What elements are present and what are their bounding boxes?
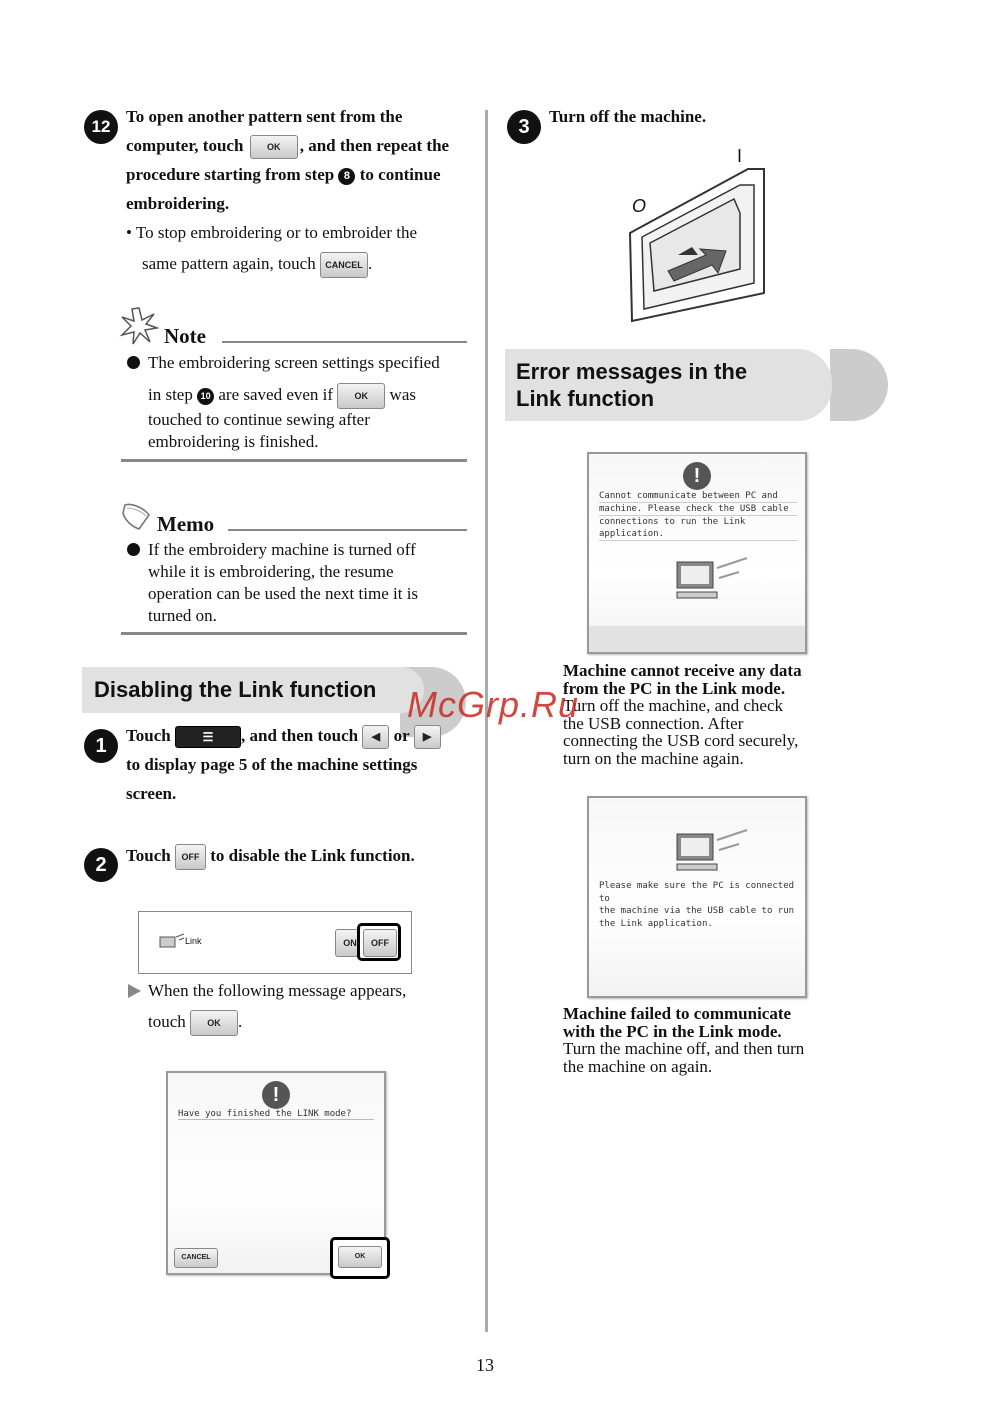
cancel-button-inline[interactable]: CANCEL [320, 252, 368, 278]
step-12-line1: To open another pattern sent from the [126, 107, 403, 126]
dialog-ok-button[interactable]: OK [338, 1246, 382, 1268]
result-arrow-icon [128, 984, 141, 998]
note-title-rule [222, 341, 467, 343]
next-page-button[interactable]: ▶ [414, 725, 441, 749]
memo-title-rule [228, 529, 467, 531]
errors-header-shadow [830, 349, 888, 421]
disabling-header: Disabling the Link function [82, 667, 424, 713]
step-1-number: 1 [84, 729, 118, 763]
step-2-number: 2 [84, 848, 118, 882]
dialog-cancel-button[interactable]: CANCEL [174, 1248, 218, 1268]
step-12-line3: procedure starting from step 8 to continue [126, 165, 441, 184]
power-switch-illustration [628, 163, 768, 323]
step-ref-10: 10 [197, 388, 214, 405]
off-button-inline[interactable]: OFF [175, 844, 206, 870]
link-label: Link [185, 936, 202, 946]
prev-page-button[interactable]: ◀ [362, 725, 389, 749]
errors-header: Error messages in the Link function [505, 349, 832, 421]
finish-link-dialog [166, 1071, 386, 1275]
memo-icon [119, 501, 153, 533]
error1-footer-bar [589, 626, 805, 652]
step-2-text: Touch OFF to disable the Link function. [126, 841, 476, 870]
pc-link-icon [675, 826, 751, 874]
note-icon [119, 306, 159, 346]
warning-icon: ! [683, 462, 711, 490]
step-ref-8: 8 [338, 168, 355, 185]
warning-icon: ! [262, 1081, 290, 1109]
pc-link-icon [159, 932, 185, 950]
settings-menu-button[interactable]: ☰ [175, 726, 241, 748]
note-title: Note [164, 324, 206, 348]
error2-screen-text: Please make sure the PC is connected to the machine via the USB cable to run the Link application. [599, 881, 795, 929]
note-text: The embroidering screen settings specified in step 10 are saved even if OK was touched to continue sewing after embroidering is finished. [148, 353, 440, 451]
note-divider [121, 459, 467, 462]
step-12-text [126, 102, 476, 218]
watermark: McGrp.Ru [407, 684, 580, 725]
step-12-number: 12 [84, 110, 118, 144]
ok-button-inline[interactable]: OK [190, 1010, 238, 1036]
link-off-button[interactable]: OFF [363, 929, 397, 957]
step-1-text: Touch ☰ , and then touch ◀ or ▶ to display page 5 of the machine settings screen. [126, 721, 476, 808]
switch-on-symbol: I [737, 146, 743, 166]
step-3-text: Turn off the machine. [549, 107, 707, 126]
error1-screen-text: Cannot communicate between PC and machine. Please check the USB cable connections to run the Link application. [599, 490, 797, 541]
switch-off-symbol: O [632, 196, 647, 216]
note-bullet [127, 356, 140, 369]
step-12-bullet: • To stop embroidering or to embroider the same pattern again, touch CANCEL . [126, 222, 476, 278]
ok-button-inline[interactable]: OK [250, 135, 298, 159]
memo-text: If the embroidery machine is turned off while it is embroidering, the resume operation can be used the next time it is turned on. [148, 540, 419, 625]
memo-divider [121, 632, 467, 635]
dialog-message: Have you finished the LINK mode? [178, 1109, 374, 1120]
error1-screen [587, 452, 807, 654]
pc-link-icon [675, 554, 751, 602]
error1-description: Machine cannot receive any data from the PC in the Link mode. Turn off the machine, and check the USB connection. After connecting the USB cord securely, turn on the machine again. [563, 661, 802, 768]
step-3-number: 3 [507, 110, 541, 144]
memo-bullet [127, 543, 140, 556]
error2-description: Machine failed to communicate with the PC in the Link mode. Turn the machine off, and then turn the machine on again. [563, 1004, 805, 1076]
link-on-button[interactable]: ON [335, 929, 365, 957]
step-12-line2: computer, touch OK , and then repeat the [126, 131, 476, 160]
memo-title: Memo [157, 512, 215, 536]
result-text: When the following message appears, touch OK . [148, 980, 468, 1036]
step-12-line4: embroidering. [126, 194, 230, 213]
ok-button-inline[interactable]: OK [337, 383, 385, 409]
page-number: 13 [476, 1355, 494, 1375]
error2-screen [587, 796, 807, 998]
link-setting-screen [138, 911, 412, 974]
